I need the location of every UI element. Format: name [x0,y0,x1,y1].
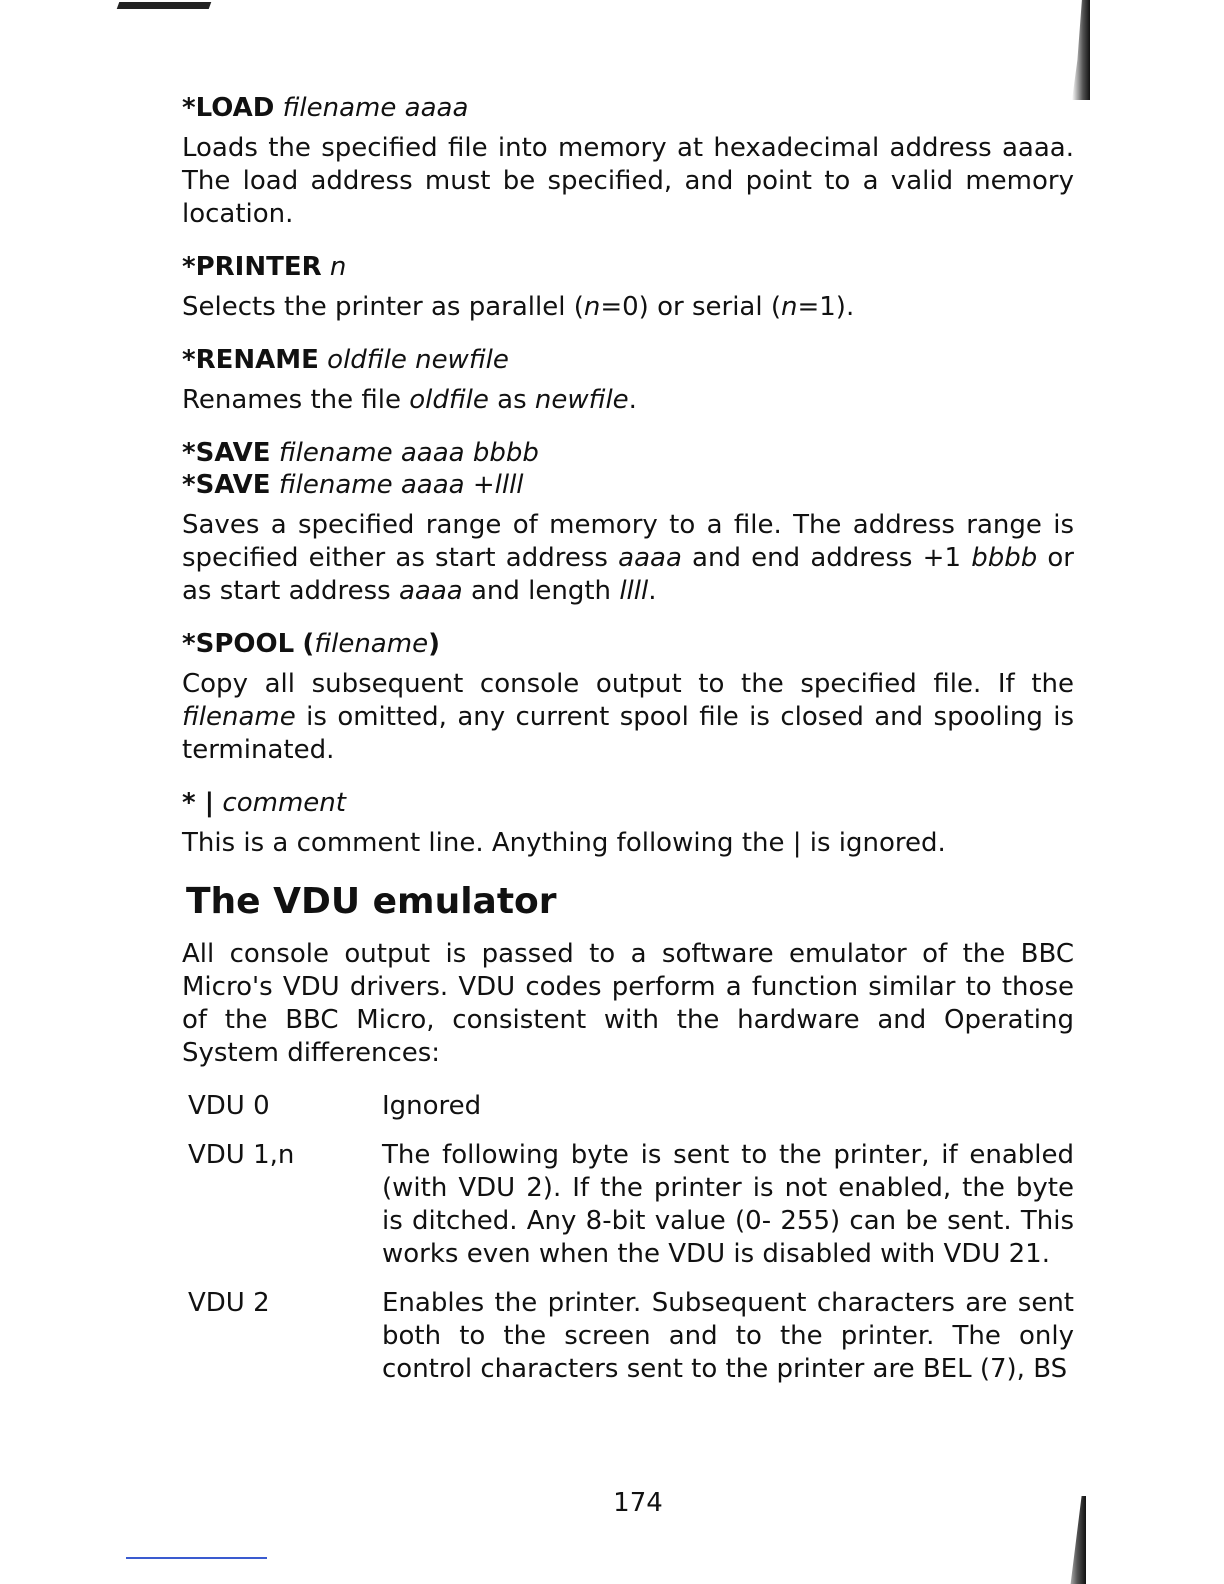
desc-text: =1). [797,292,855,322]
desc-text: . [648,576,657,606]
desc-italic: n [583,292,601,322]
command-args: n [329,252,347,282]
vdu-description: The following byte is sent to the printer, if enabled (with VDU 2). If the printer is not enabled, the byte is ditched. Any 8-bit value (0- 255) can be sent. This works even when the VDU is disabled with VDU 21. [382,1140,1074,1269]
desc-italic: newfile [534,385,629,415]
desc-text: as [488,385,535,415]
command-keyword: * | [182,788,215,818]
scan-artifact-right-top [1072,0,1090,100]
command-description-load: Loads the specified file into memory at hexadecimal address aaaa. The load address must be specified, and point to a valid memory location. [182,133,1074,229]
desc-italic: filename [182,702,296,732]
command-heading-save-alt [182,469,1074,501]
command-keyword: *RENAME [182,345,319,375]
desc-italic: oldfile [409,385,489,415]
vdu-code: VDU 1,n [188,1140,295,1170]
desc-italic: aaaa [618,543,682,573]
command-keyword: *SAVE [182,438,271,468]
command-keyword: *SAVE [182,470,271,500]
command-keyword: *PRINTER [182,252,322,282]
command-heading-rename [182,344,1074,376]
vdu-description: Ignored [382,1091,482,1121]
desc-text: Selects the printer as parallel ( [182,292,584,322]
command-heading-printer [182,251,1074,283]
command-keyword: *SPOOL [182,629,295,659]
desc-text: Renames the file [182,385,410,415]
desc-text: or as start address [182,543,1074,606]
page-number: 174 [613,1488,663,1518]
desc-text: =0) or serial ( [600,292,781,322]
command-heading-load [182,92,1074,124]
page-content [182,92,1074,1402]
command-args: comment [222,788,346,818]
command-heading-comment [182,787,1074,819]
vdu-row [182,1090,1074,1123]
command-args-close: ) [428,629,440,659]
desc-italic: n [780,292,798,322]
section-title: The VDU emulator [186,881,557,922]
desc-italic: aaaa [398,576,463,606]
desc-text: and end address +1 [681,543,972,573]
command-keyword: *LOAD [182,93,275,123]
desc-text: is omitted, any current spool file is closed and spooling is terminated. [182,702,1074,765]
desc-text: and length [462,576,620,606]
command-args-open: ( [302,629,315,659]
section-intro: All console output is passed to a software emulator of the BBC Micro's VDU drivers. VDU codes perform a function similar to those of the BBC Micro, consistent with the hardware and Operating System differences: [182,939,1074,1068]
desc-text: Copy all subsequent console output to the specified file. If the [182,669,1074,699]
desc-text: Saves a specified range of memory to a file. The address range is specified either as start address [182,510,1074,573]
vdu-code: VDU 0 [188,1091,270,1121]
command-args: oldfile newfile [327,345,509,375]
desc-italic: llll [619,576,649,606]
vdu-description: Enables the printer. Subsequent characters are sent both to the screen and to the printer. The only control characters sent to the printer are BEL (7), BS [382,1288,1074,1384]
desc-text: . [628,385,637,415]
command-description-comment: This is a comment line. Anything following the | is ignored. [182,828,946,858]
command-description-save [182,509,1074,608]
command-description-spool [182,668,1074,767]
vdu-code: VDU 2 [188,1288,270,1318]
command-args: filename aaaa bbbb [278,438,539,468]
command-heading-save [182,437,1074,469]
vdu-row [182,1287,1074,1386]
vdu-code-list [182,1090,1074,1386]
scan-artifact-top [117,2,212,9]
command-args: filename aaaa [282,93,469,123]
desc-italic: bbbb [971,543,1038,573]
command-args: filename aaaa +llll [278,470,524,500]
command-description-rename [182,384,1074,417]
vdu-row [182,1139,1074,1271]
command-description-printer [182,291,1074,324]
command-args: filename [314,629,429,659]
command-heading-spool [182,628,1074,660]
scan-artifact-bottom-line [126,1557,267,1559]
